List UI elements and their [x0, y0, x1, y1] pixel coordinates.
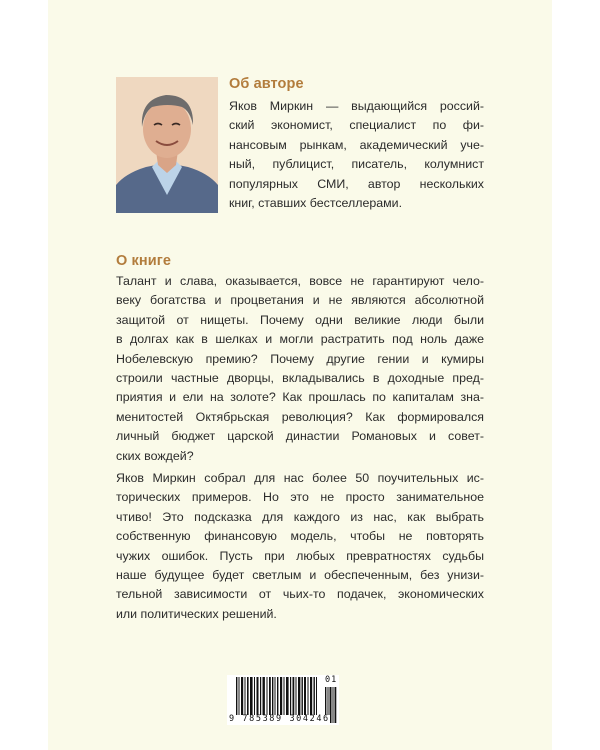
paragraph-line: веку богатства и процветания и не являются абсолютной	[116, 293, 484, 308]
paragraph-line: менитостей Октябрьская революция? Как формировался	[116, 409, 484, 424]
paragraph-line: ских вождей?	[116, 448, 194, 463]
barcode-addon: 01	[325, 675, 338, 685]
author-bio	[229, 97, 484, 213]
author-portrait-icon	[116, 77, 218, 213]
paragraph-line: или политических решений.	[116, 606, 277, 621]
author-bio-line: книг, ставших бестселлерами.	[229, 196, 403, 211]
paragraph-line: Яков Миркин собрал для нас более 50 поучительных ис-	[116, 471, 484, 485]
author-photo	[116, 77, 218, 213]
about-book-heading: О книге	[116, 253, 172, 269]
author-bio-line: нансовым рынкам, академический уче-	[229, 137, 484, 152]
paragraph-line: Нобелевскую премию? Почему другие гении и кумиры	[116, 351, 484, 366]
paragraph-line: приятия и ели на золоте? Как прошлась по капиталам зна-	[116, 390, 484, 405]
paragraph-line: чтиво! Это подсказка для каждого из нас, как выбрать	[116, 509, 484, 524]
book-description-paragraph-2	[116, 469, 484, 624]
isbn-number: 9 785389 304246	[229, 714, 330, 724]
paragraph-line: в долгах как в шелках и могли растратить под ноль даже	[116, 332, 484, 347]
author-bio-line: популярных СМИ, автор нескольких	[229, 176, 484, 191]
paragraph-line: Талант и слава, оказывается, вовсе не гарантируют чело-	[116, 274, 484, 288]
author-bio-line: ный, публицист, писатель, колумнист	[229, 157, 484, 172]
paragraph-line: торических примеров. Но это не просто занимательное	[116, 490, 484, 505]
paragraph-line: собственную финансовую модель, чтобы не повторять	[116, 529, 484, 544]
paragraph-line: защитой от нищеты. Почему одни великие люди были	[116, 312, 484, 327]
paragraph-line: строили частные дворцы, вкладывались в доходные пред-	[116, 371, 484, 386]
paragraph-line: личный бюджет царской династии Романовых и совет-	[116, 429, 484, 444]
author-bio-line: Яков Миркин — выдающийся россий-	[229, 99, 484, 113]
isbn-barcode	[227, 675, 339, 725]
author-bio-line: ский экономист, специалист по фи-	[229, 118, 484, 133]
paragraph-line: тельной зависимости от чьих-то подачек, экономических	[116, 587, 484, 602]
book-description-paragraph-1	[116, 272, 484, 466]
about-author-heading: Об авторе	[229, 76, 304, 92]
paragraph-line: чужих ошибок. Пусть при любых превратностях судьбы	[116, 548, 484, 563]
paragraph-line: наше будущее будет светлым и обеспеченным, без унизи-	[116, 568, 484, 583]
book-back-cover	[48, 0, 552, 750]
